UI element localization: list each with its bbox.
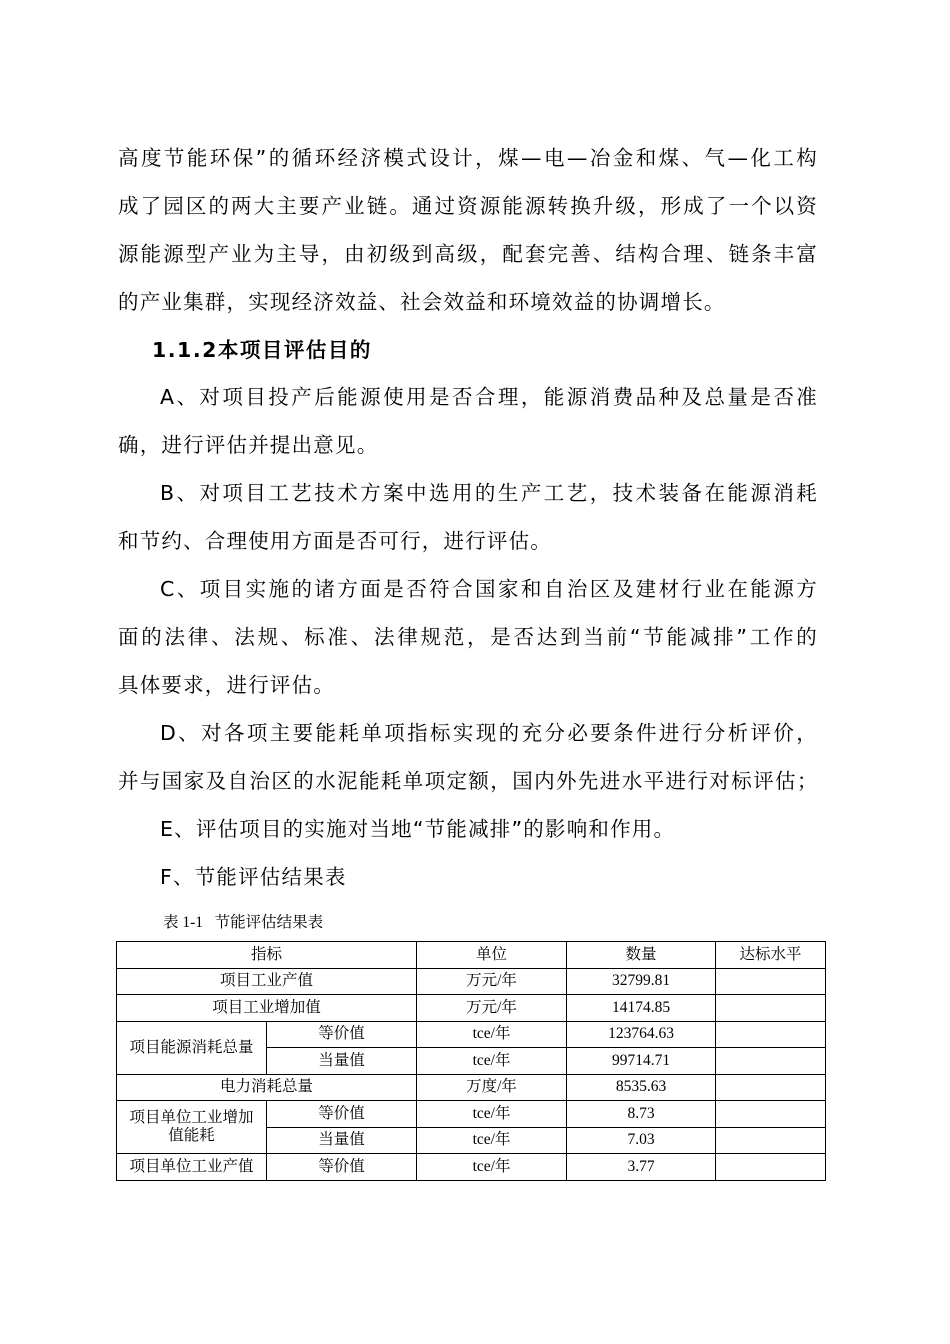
row-unit: tce/年 — [417, 1048, 567, 1075]
row-level — [716, 1101, 826, 1128]
item-f: F、节能评估结果表 — [160, 865, 347, 889]
row-sublabel: 等价值 — [267, 1101, 417, 1128]
intro-line-1: 高度节能环保”的循环经济模式设计，煤—电—冶金和煤、气—化工构 — [118, 146, 818, 170]
row-sublabel: 当量值 — [267, 1048, 417, 1075]
row-value: 8.73 — [567, 1101, 716, 1128]
row-level — [716, 995, 826, 1022]
row-unit: 万度/年 — [417, 1074, 567, 1101]
row-group-label: 项目能源消耗总量 — [117, 1021, 267, 1074]
header-quantity: 数量 — [567, 942, 716, 969]
item-c-line-2: 面的法律、法规、标准、法律规范，是否达到当前“节能减排”工作的 — [118, 625, 818, 649]
row-value: 7.03 — [567, 1127, 716, 1154]
row-value: 14174.85 — [567, 995, 716, 1022]
row-level — [716, 1074, 826, 1101]
row-unit: tce/年 — [417, 1154, 567, 1181]
header-unit: 单位 — [417, 942, 567, 969]
section-heading: 1.1.2本项目评估目的 — [152, 338, 372, 362]
table-row — [117, 1154, 826, 1181]
item-a-line-2: 确，进行评估并提出意见。 — [118, 433, 379, 457]
row-sublabel: 当量值 — [267, 1127, 417, 1154]
row-unit: tce/年 — [417, 1101, 567, 1128]
item-a-line-1: A、对项目投产后能源使用是否合理，能源消费品种及总量是否准 — [160, 385, 818, 409]
intro-line-4: 的产业集群，实现经济效益、社会效益和环境效益的协调增长。 — [118, 290, 726, 314]
row-unit: tce/年 — [417, 1127, 567, 1154]
row-unit: 万元/年 — [417, 968, 567, 995]
item-c-line-1: C、项目实施的诸方面是否符合国家和自治区及建材行业在能源方 — [160, 577, 818, 601]
item-d-line-1: D、对各项主要能耗单项指标实现的充分必要条件进行分析评价， — [160, 721, 818, 745]
table-header-row — [117, 942, 826, 969]
item-c-line-3: 具体要求，进行评估。 — [118, 673, 335, 697]
header-level: 达标水平 — [716, 942, 826, 969]
row-sublabel: 等价值 — [267, 1021, 417, 1048]
row-group-label: 项目单位工业增加值能耗 — [117, 1101, 267, 1154]
row-value: 123764.63 — [567, 1021, 716, 1048]
table-row — [117, 1101, 826, 1128]
energy-assessment-table — [116, 941, 826, 1181]
table-row — [117, 1021, 826, 1048]
intro-line-3: 源能源型产业为主导，由初级到高级，配套完善、结构合理、链条丰富 — [118, 242, 818, 266]
row-level — [716, 968, 826, 995]
item-e: E、评估项目的实施对当地“节能减排”的影响和作用。 — [160, 817, 676, 841]
row-value: 32799.81 — [567, 968, 716, 995]
header-indicator: 指标 — [117, 942, 417, 969]
table-caption: 表 1-1 节能评估结果表 — [163, 914, 324, 931]
row-unit: tce/年 — [417, 1021, 567, 1048]
row-sublabel: 等价值 — [267, 1154, 417, 1181]
row-label: 项目工业增加值 — [117, 995, 417, 1022]
table-row — [117, 995, 826, 1022]
item-b-line-1: B、对项目工艺技术方案中选用的生产工艺，技术装备在能源消耗 — [160, 481, 818, 505]
row-level — [716, 1154, 826, 1181]
item-d-line-2: 并与国家及自治区的水泥能耗单项定额，国内外先进水平进行对标评估； — [118, 769, 818, 793]
row-value: 99714.71 — [567, 1048, 716, 1075]
row-group-label: 项目单位工业产值 — [117, 1154, 267, 1181]
intro-line-2: 成了园区的两大主要产业链。通过资源能源转换升级，形成了一个以资 — [118, 194, 818, 218]
row-level — [716, 1021, 826, 1048]
row-value: 3.77 — [567, 1154, 716, 1181]
table-row — [117, 1074, 826, 1101]
item-b-line-2: 和节约、合理使用方面是否可行，进行评估。 — [118, 529, 552, 553]
row-level — [716, 1127, 826, 1154]
table-row — [117, 968, 826, 995]
row-label: 项目工业产值 — [117, 968, 417, 995]
row-value: 8535.63 — [567, 1074, 716, 1101]
row-unit: 万元/年 — [417, 995, 567, 1022]
row-level — [716, 1048, 826, 1075]
row-label: 电力消耗总量 — [117, 1074, 417, 1101]
